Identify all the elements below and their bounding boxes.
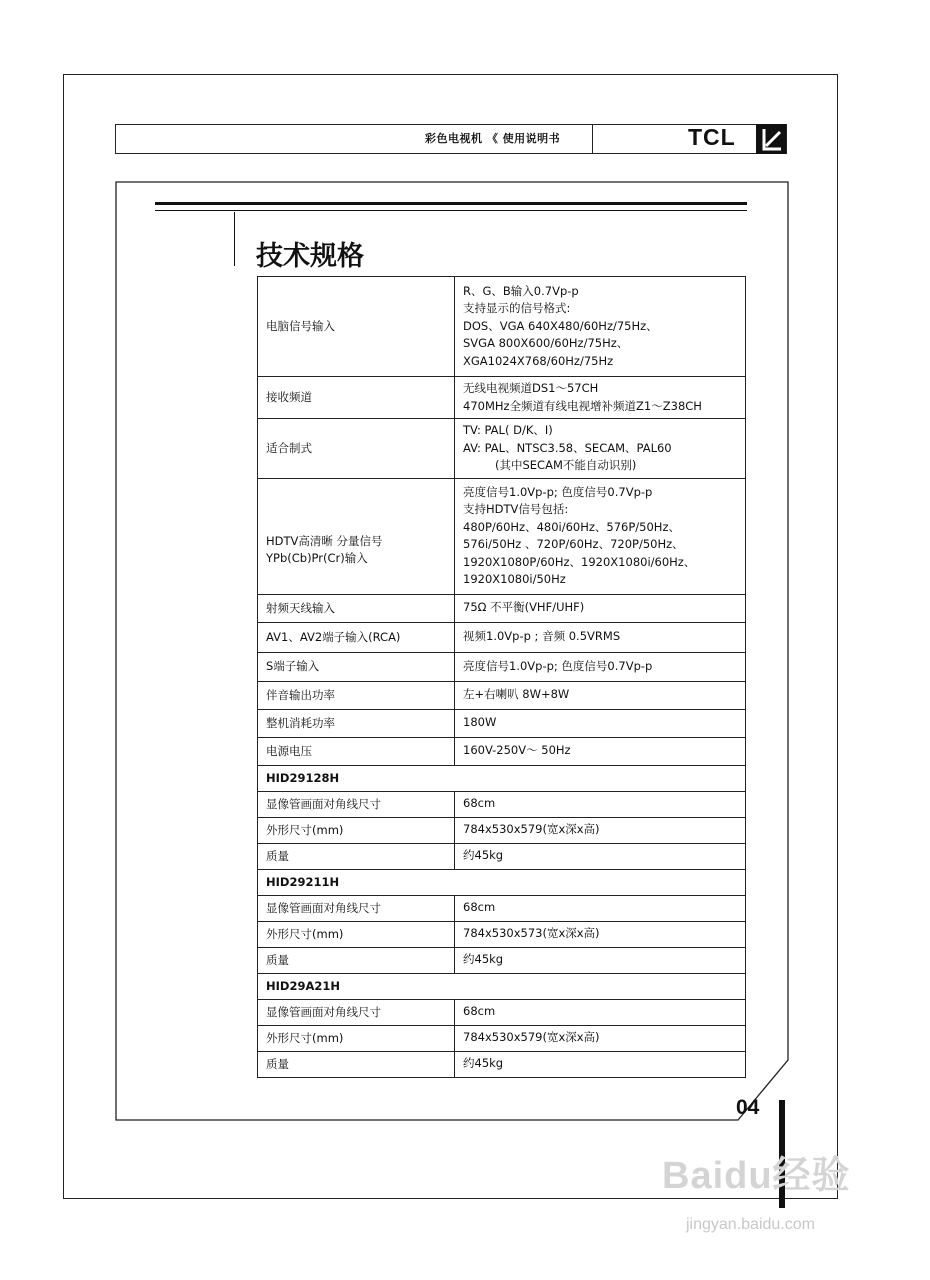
- model-spec-row: [258, 791, 746, 817]
- model-header-row: [258, 973, 746, 999]
- spec-value-line: AV: PAL、NTSC3.58、SECAM、PAL60: [463, 440, 672, 455]
- spec-row: [258, 419, 746, 479]
- model-name: HID29128H: [258, 765, 746, 791]
- model-spec-label: 显像管画面对角线尺寸: [258, 791, 455, 817]
- spec-row: [258, 277, 746, 377]
- model-header-row: [258, 765, 746, 791]
- model-spec-value: 约45kg: [455, 843, 746, 869]
- spec-table: [257, 276, 746, 1078]
- model-spec-value: 约45kg: [455, 947, 746, 973]
- spec-value-line: XGA1024X768/60Hz/75Hz: [463, 353, 614, 368]
- spec-label: 射频天线输入: [258, 594, 455, 622]
- model-spec-label: 质量: [258, 947, 455, 973]
- spec-row: [258, 594, 746, 622]
- spec-value-line: 75Ω 不平衡(VHF/UHF): [463, 600, 585, 615]
- page-title: 技术规格: [256, 241, 364, 272]
- model-spec-row: [258, 999, 746, 1025]
- model-spec-row: [258, 921, 746, 947]
- page-number: 04: [736, 1096, 760, 1119]
- spec-value: [455, 419, 746, 479]
- model-spec-value: 约45kg: [455, 1051, 746, 1077]
- spec-label: 电脑信号输入: [258, 277, 455, 377]
- model-spec-row: [258, 1025, 746, 1051]
- model-spec-value: 784x530x579(宽x深x高): [455, 817, 746, 843]
- spec-value: [455, 594, 746, 622]
- heading-rule-thick: [155, 202, 747, 205]
- spec-value-line: 470MHz全频道有线电视增补频道Z1～Z38CH: [463, 398, 702, 413]
- model-spec-label: 显像管画面对角线尺寸: [258, 999, 455, 1025]
- spec-label: HDTV高清晰 分量信号YPb(Cb)Pr(Cr)输入: [258, 478, 455, 594]
- spec-value-line: DOS、VGA 640X480/60Hz/75Hz、: [463, 318, 658, 333]
- spec-value: [455, 681, 746, 709]
- model-spec-row: [258, 895, 746, 921]
- brand-logo-text: TCL: [688, 124, 736, 150]
- spec-value-line: TV: PAL( D/K、I): [463, 423, 553, 437]
- spec-value: [455, 622, 746, 652]
- spec-value-line: 160V-250V～ 50Hz: [463, 743, 571, 758]
- spec-value: [455, 377, 746, 419]
- model-spec-value: 68cm: [455, 999, 746, 1025]
- spec-label: 伴音输出功率: [258, 681, 455, 709]
- spec-value-line: 支持显示的信号格式:: [463, 301, 571, 316]
- spec-value-line: 亮度信号1.0Vp-p; 色度信号0.7Vp-p: [463, 658, 653, 673]
- spec-value-line: 1920X1080P/60Hz、1920X1080i/60Hz、: [463, 554, 696, 569]
- logo-mark-icon: [756, 124, 786, 154]
- spec-row: [258, 709, 746, 737]
- spec-value-line: 左+右喇叭 8W+8W: [463, 687, 570, 702]
- model-spec-value: 784x530x579(宽x深x高): [455, 1025, 746, 1051]
- spec-row: [258, 652, 746, 681]
- spec-value: [455, 652, 746, 681]
- heading-vertical-line: [234, 212, 235, 266]
- spec-value-line: 576i/50Hz 、720P/60Hz、720P/50Hz、: [463, 537, 684, 551]
- model-spec-label: 外形尺寸(mm): [258, 1025, 455, 1051]
- model-header-row: [258, 869, 746, 895]
- model-spec-row: [258, 843, 746, 869]
- model-spec-value: 784x530x573(宽x深x高): [455, 921, 746, 947]
- model-name: HID29A21H: [258, 973, 746, 999]
- spec-label: 电源电压: [258, 737, 455, 765]
- model-spec-value: 68cm: [455, 791, 746, 817]
- spec-value-line: 支持HDTV信号包括:: [463, 502, 569, 516]
- model-spec-row: [258, 947, 746, 973]
- spec-row: [258, 681, 746, 709]
- spec-value-line: R、G、B输入0.7Vp-p: [463, 283, 579, 298]
- spec-value: [455, 709, 746, 737]
- spec-value-line: 180W: [463, 715, 497, 730]
- model-spec-value: 68cm: [455, 895, 746, 921]
- spec-label: 整机消耗功率: [258, 709, 455, 737]
- model-name: HID29211H: [258, 869, 746, 895]
- spec-row: [258, 478, 746, 594]
- model-spec-row: [258, 1051, 746, 1077]
- spec-value-line: 亮度信号1.0Vp-p; 色度信号0.7Vp-p: [463, 484, 653, 499]
- model-spec-label: 质量: [258, 843, 455, 869]
- spec-label: AV1、AV2端子输入(RCA): [258, 622, 455, 652]
- spec-value-line: SVGA 800X600/60Hz/75Hz、: [463, 336, 629, 351]
- spec-value-line: 480P/60Hz、480i/60Hz、576P/50Hz、: [463, 519, 680, 534]
- header-separator: [592, 124, 593, 154]
- spec-label: 接收频道: [258, 377, 455, 419]
- watermark-brand: Baidu经验: [662, 1155, 851, 1197]
- spec-label: 适合制式: [258, 419, 455, 479]
- model-spec-row: [258, 817, 746, 843]
- spec-row: [258, 737, 746, 765]
- spec-value-line: (其中SECAM不能自动识别): [495, 458, 637, 472]
- spec-value: [455, 478, 746, 594]
- watermark-url: jingyan.baidu.com: [686, 1216, 815, 1233]
- model-spec-label: 质量: [258, 1051, 455, 1077]
- spec-value: [455, 737, 746, 765]
- spec-row: [258, 377, 746, 419]
- spec-value-line: 无线电视频道DS1～57CH: [463, 381, 599, 395]
- model-spec-label: 外形尺寸(mm): [258, 817, 455, 843]
- spec-label: S端子输入: [258, 652, 455, 681]
- model-spec-label: 外形尺寸(mm): [258, 921, 455, 947]
- spec-row: [258, 622, 746, 652]
- spec-value: [455, 277, 746, 377]
- header-title: 彩色电视机 《 使用说明书: [425, 132, 561, 145]
- spec-value-line: 1920X1080i/50Hz: [463, 572, 566, 586]
- heading-rule-thin: [155, 210, 747, 211]
- model-spec-label: 显像管画面对角线尺寸: [258, 895, 455, 921]
- spec-value-line: 视频1.0Vp-p ; 音频 0.5VRMS: [463, 629, 621, 644]
